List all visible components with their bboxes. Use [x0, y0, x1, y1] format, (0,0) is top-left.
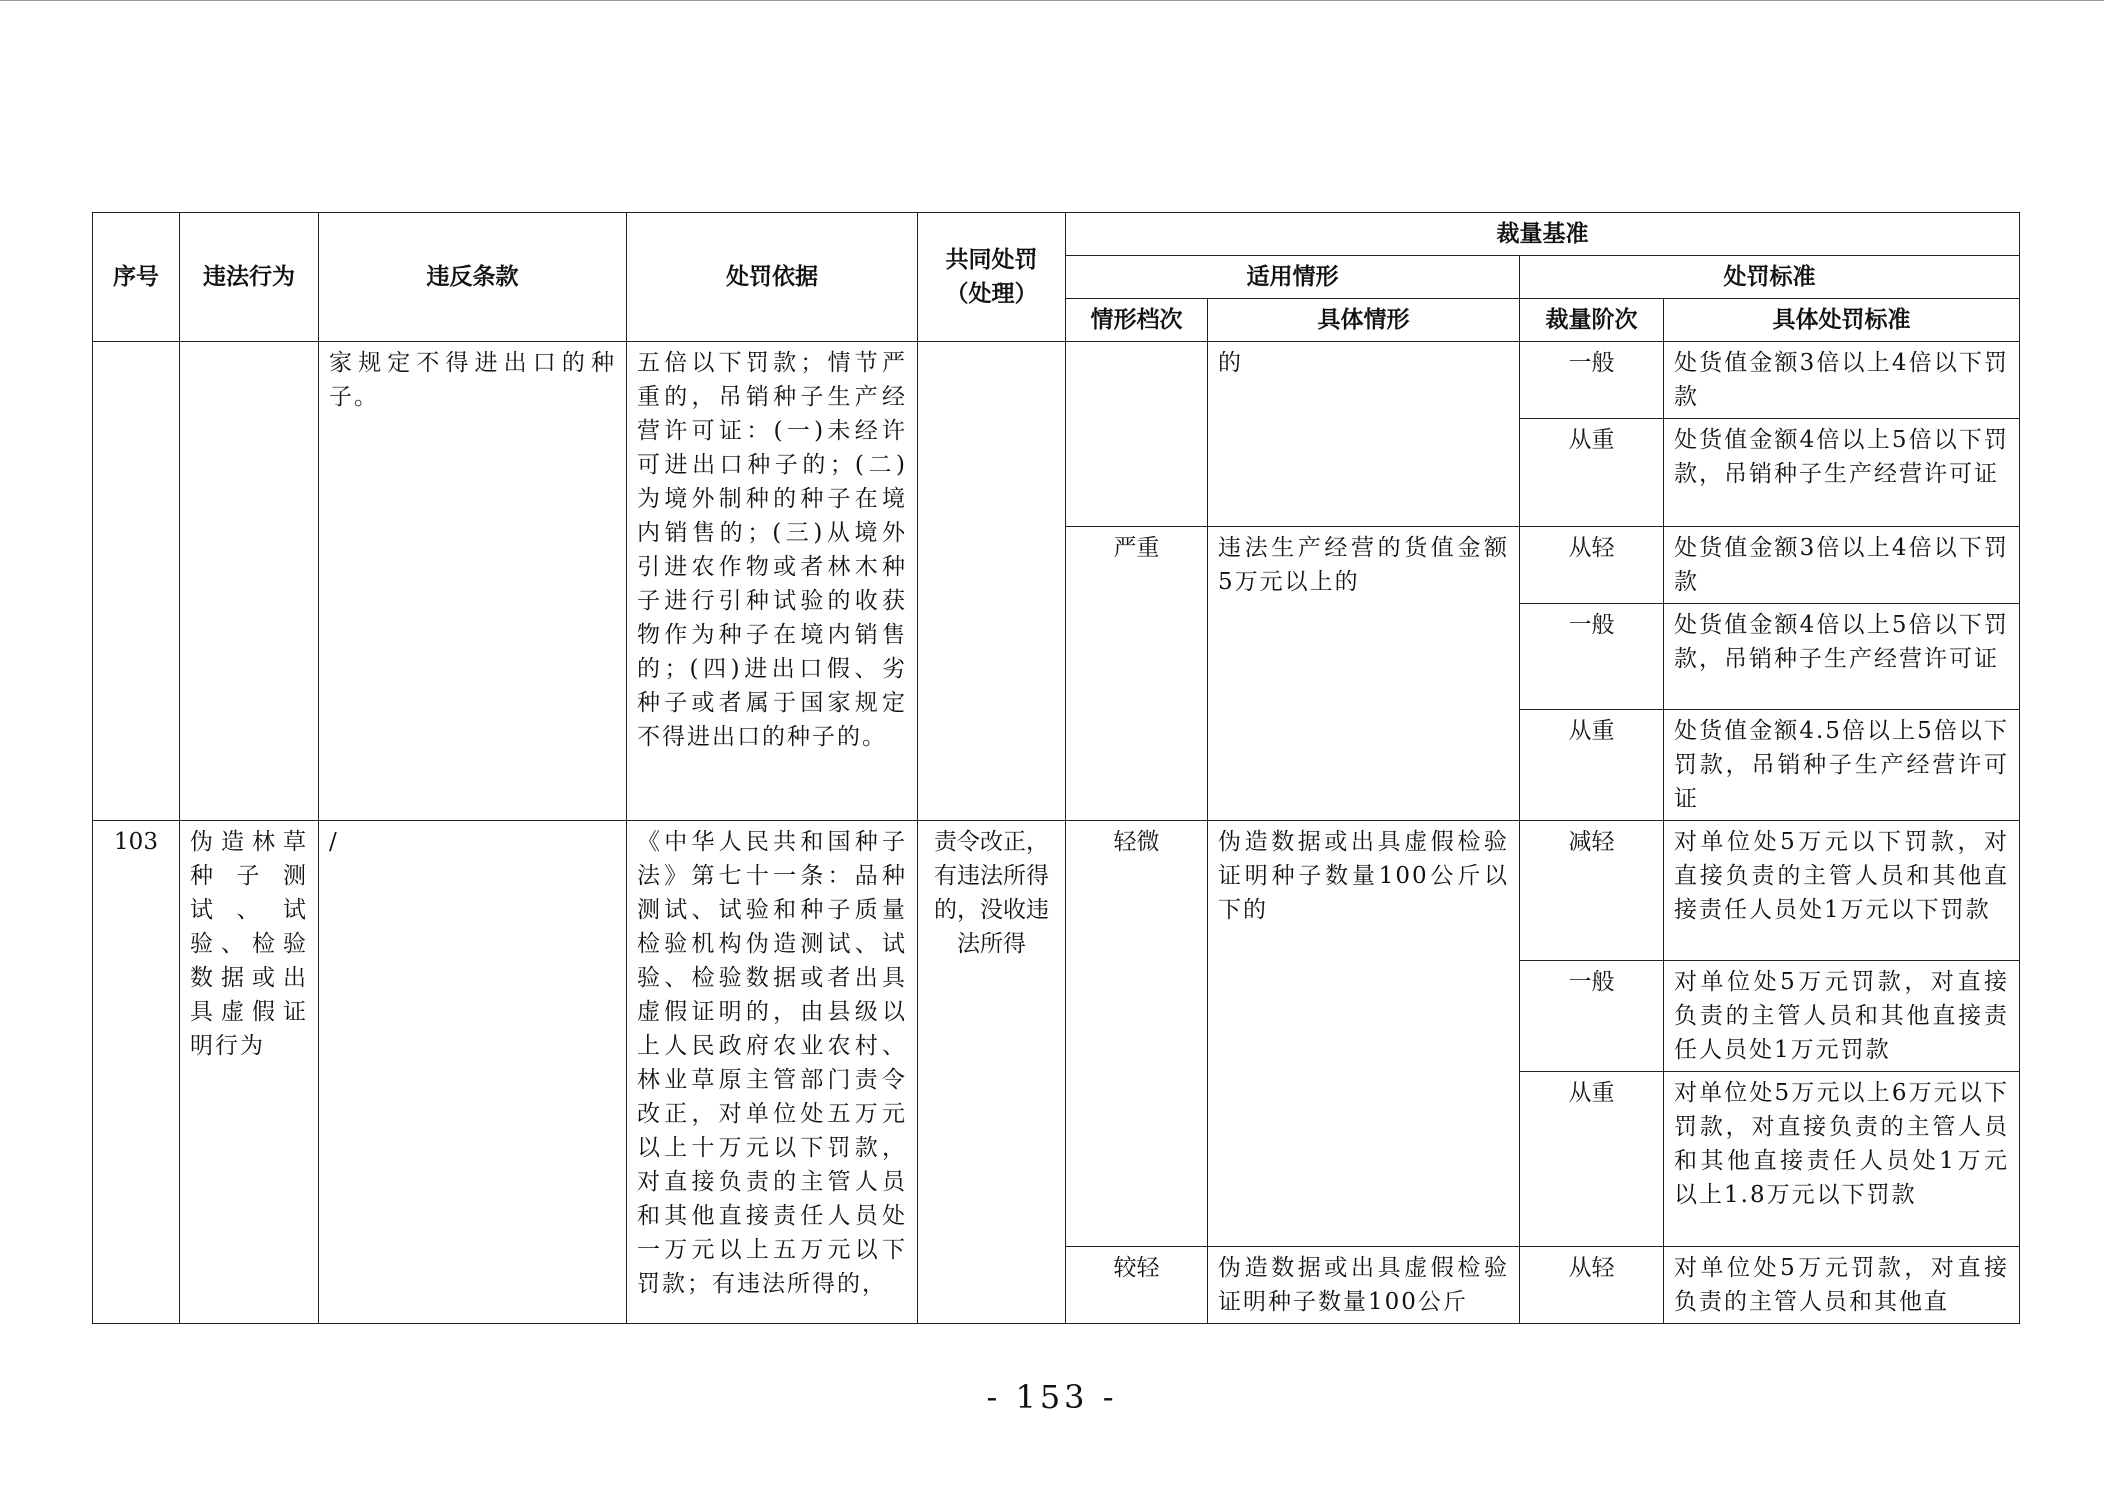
header-penalty-standard: 处罚标准 — [1520, 256, 2020, 299]
row103-seq: 103 — [93, 821, 180, 1324]
prev-order-e: 从重 — [1520, 710, 1664, 821]
row103-common: 责令改正，有违法所得的，没收违法所得 — [918, 821, 1066, 1324]
prev-order-c: 从轻 — [1520, 527, 1664, 604]
severe-level-cell: 严重 — [1066, 527, 1208, 821]
header-applicable: 适用情形 — [1066, 256, 1520, 299]
header-specific: 具体处罚标准 — [1664, 299, 2020, 342]
row103-order-2: 一般 — [1520, 961, 1664, 1072]
prev-seq-cell — [93, 342, 180, 821]
row103-basis: 《中华人民共和国种子法》第七十一条：品种测试、试验和种子质量检验机构伪造测试、试验、检验数据或者出具虚假证明的，由县级以上人民政府农业农村、林业草原主管部门责令改正，对单位处五万元以上十万元以下罚款，对直接负责的主管人员和其他直接责任人员处一万元以上五万元以下罚款；有违法所得的， — [627, 821, 918, 1324]
row103-std-2: 对单位处5万元罚款，对直接负责的主管人员和其他直接责任人员处1万元罚款 — [1664, 961, 2020, 1072]
prev-std-e: 处货值金额4.5倍以上5倍以下罚款，吊销种子生产经营许可证 — [1664, 710, 2020, 821]
prev-std-d: 处货值金额4倍以上5倍以下罚款，吊销种子生产经营许可证 — [1664, 604, 2020, 710]
header-order: 裁量阶次 — [1520, 299, 1664, 342]
row103-order-1: 减轻 — [1520, 821, 1664, 961]
light-level-cell: 较轻 — [1066, 1247, 1208, 1324]
header-seq: 序号 — [93, 213, 180, 342]
row103-clause: / — [319, 821, 627, 1324]
header-common: 共同处罚（处理） — [918, 213, 1066, 342]
prev-common-cell — [918, 342, 1066, 821]
prev-std-b: 处货值金额4倍以上5倍以下罚款，吊销种子生产经营许可证 — [1664, 419, 2020, 527]
header-clause: 违反条款 — [319, 213, 627, 342]
prev-basis-cell: 五倍以下罚款；情节严重的，吊销种子生产经营许可证：(一)未经许可进出口种子的；(二)为境外制种的种子在境内销售的；(三)从境外引进农作物或者林木种子进行引种试验的收获物作为种子在境内销售的；(四)进出口假、劣种子或者属于国家规定不得进出口的种子的。 — [627, 342, 918, 821]
row103-std-1: 对单位处5万元以下罚款，对直接负责的主管人员和其他直接责任人员处1万元以下罚款 — [1664, 821, 2020, 961]
minor-level-cell: 轻微 — [1066, 821, 1208, 1247]
prev-order-d: 一般 — [1520, 604, 1664, 710]
header-basis: 处罚依据 — [627, 213, 918, 342]
header-level: 情形档次 — [1066, 299, 1208, 342]
header-standard: 裁量基准 — [1066, 213, 2020, 256]
top-border-line — [0, 0, 2104, 1]
page-number: - 153 - — [986, 1378, 1118, 1416]
row103-order-4: 从轻 — [1520, 1247, 1664, 1324]
severe-situation-cell: 违法生产经营的货值金额5万元以上的 — [1208, 527, 1520, 821]
prev-level-cell — [1066, 342, 1208, 527]
prev-violation-cell — [180, 342, 319, 821]
header-situation: 具体情形 — [1208, 299, 1520, 342]
row103-std-3: 对单位处5万元以上6万元以下罚款，对直接负责的主管人员和其他直接责任人员处1万元以上1.8万元以下罚款 — [1664, 1072, 2020, 1247]
prev-order-a: 一般 — [1520, 342, 1664, 419]
prev-situation-cell: 的 — [1208, 342, 1520, 527]
prev-order-b: 从重 — [1520, 419, 1664, 527]
prev-std-c: 处货值金额3倍以上4倍以下罚款 — [1664, 527, 2020, 604]
header-violation: 违法行为 — [180, 213, 319, 342]
prev-clause-cell: 家规定不得进出口的种子。 — [319, 342, 627, 821]
light-situation-cell: 伪造数据或出具虚假检验证明种子数量100公斤 — [1208, 1247, 1520, 1324]
minor-situation-cell: 伪造数据或出具虚假检验证明种子数量100公斤以下的 — [1208, 821, 1520, 1247]
penalty-standard-table — [92, 212, 2020, 1324]
row103-violation: 伪造林草种子测试、试验、检验数据或出具虚假证明行为 — [180, 821, 319, 1324]
row103-order-3: 从重 — [1520, 1072, 1664, 1247]
prev-std-a: 处货值金额3倍以上4倍以下罚款 — [1664, 342, 2020, 419]
row103-std-4: 对单位处5万元罚款，对直接负责的主管人员和其他直 — [1664, 1247, 2020, 1324]
